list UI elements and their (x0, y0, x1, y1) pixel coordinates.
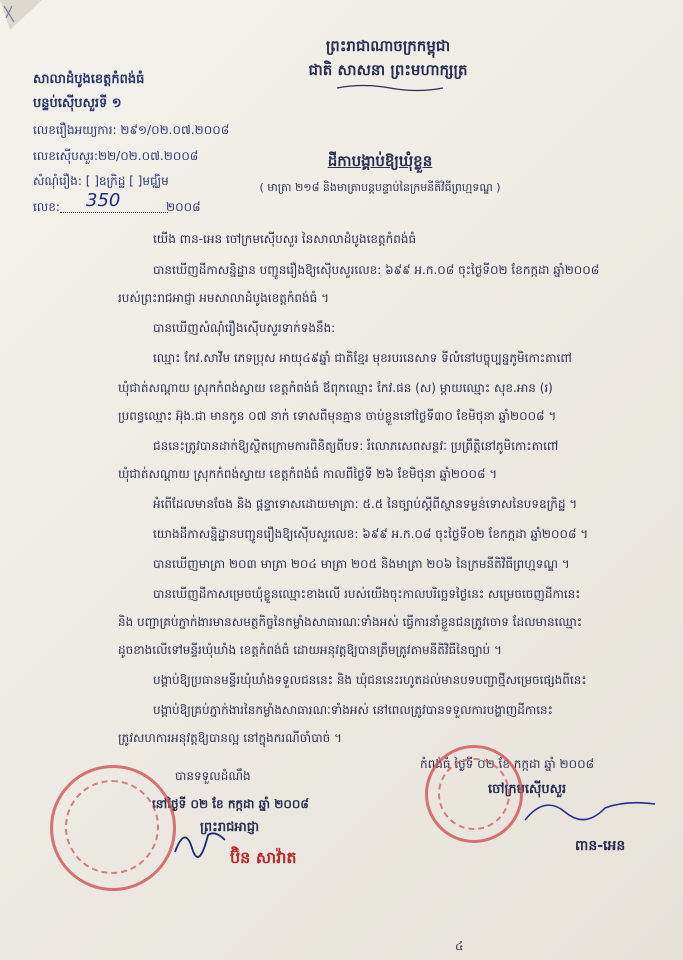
body-line: ត្រូវសហការអនុវត្តឱ្យបានល្អ នៅក្នុងករណីចាំបាច់ ។ (118, 731, 342, 745)
left-prosecutor-stamp (50, 765, 176, 891)
right-signature-date: កំពង់ធំ ថ្ងៃទី ០២ ខែ កក្កដា ឆ្នាំ ២០០៨ (420, 757, 595, 771)
body-line: បង្គាប់ឱ្យប្រធានមន្ទីរឃុំឃាំងទទួលជននេះ និង ឃុំជននេះរហូតដល់មានបទបញ្ជាថ្មីសម្រេចផ្សេងពីនេះ (153, 673, 587, 687)
body-line: ឃុំជាត់សណ្តាយ ស្រុកកំពង់ស្វាយ ខេត្តកំពង់ធំ ឪពុកឈ្មោះ កែវ.ផន (ស) ម្តាយឈ្មោះ សុខ.អាន (រ) (118, 381, 553, 395)
body-line: ប្រពន្ធឈ្មោះ អ៊ុង.ជា មានកូន ០៧ នាក់ ទោសពីមុនគ្មាន ចាប់ខ្លួននៅថ្ងៃទី៣០ ខែមិថុនា ឆ្នាំ២០០៨ ។ (118, 409, 557, 423)
left-received-label: បានទទួលដំណឹង (175, 769, 251, 783)
body-line: ដូចខាងលើទៅមន្ទីរឃុំឃាំង ខេត្តកំពង់ធំ ដោយអនុវត្តឱ្យបានត្រឹមត្រូវតាមនីតិវិធីនៃច្បាប់ ។ (118, 643, 502, 657)
case-number-year: ២០០៨ (166, 200, 201, 214)
page-mark: ៤ (455, 939, 464, 953)
body-line: ឃុំជាត់សណ្តាយ ស្រុកកំពង់ស្វាយ ខេត្តកំពង់ធំ កាលពីថ្ងៃទី ២៦ ខែមិថុនា ឆ្នាំ២០០៨ ។ (118, 467, 498, 481)
left-signer-name: ប៊ិន សាវ៉ាត (230, 848, 297, 867)
office-name: បន្ទប់ស៊ើបសួរទី ១ (33, 96, 122, 111)
prosecution-number: លេខរឿងអយ្យការ: ២៩១/០២.០៧.២០០៨ (33, 123, 230, 137)
left-handwritten-signature (170, 820, 230, 860)
case-number-dotted-line (60, 212, 168, 213)
body-line: បានឃើញដីកាសម្រេចឃុំខ្លួនឈ្មោះខាងលើ របស់យើងចុះកាលបរិច្ឆេទថ្ងៃនេះ សម្រេចចេញដីកានេះ (153, 587, 581, 601)
motto-heading: ជាតិ សាសនា ព្រះមហាក្សត្រ (308, 61, 468, 79)
right-court-stamp (425, 745, 523, 843)
body-line: អំពើដែលមានចែង និង ផ្តន្ទាទោសដោយមាត្រា: ៥.៥ នៃច្បាប់ស្តីពីស្ថានទម្ងន់ទោសនៃបទឧក្រិដ្ឋ ។ (153, 497, 578, 511)
right-signer-name: ពាន-អេន (575, 838, 626, 854)
corner-fold-mark (0, 0, 60, 40)
right-signature-role: ចៅក្រមស៊ើបសួរ (488, 782, 567, 797)
case-number-label: លេខ: (33, 200, 60, 214)
body-line: បានឃើញដីកាសន្និដ្ឋាន បញ្ជូនរឿងឱ្យស៊ើបសួរលេខ: ៦៩៩ អ.ក.០៨ ចុះថ្ងៃទី០២ ខែកក្កដា ឆ្នាំ២០០៨ (153, 263, 600, 277)
body-line: បានឃើញមាត្រា ២០៣ មាត្រា ២០៤ មាត្រា ២០៥ និងមាត្រា ២០៦ នៃក្រមនីតិវិធីព្រហ្មទណ្ឌ ។ (153, 557, 570, 571)
left-signature-role: ព្រះរាជអាជ្ញា (200, 820, 260, 835)
body-line: ជននេះត្រូវបានដាក់ឱ្យស្ថិតក្រោមការពិនិត្យពីបទ: រំលោភសេពសន្ថវៈ ប្រព្រឹត្តិនៅភូមិកោះតាពៅ (153, 439, 559, 453)
case-type: សំណុំរឿង: [ ]ឧក្រិដ្ឋ [ ]មជ្ឈិម (33, 174, 169, 188)
investigation-number: លេខស៊ើបសួរ:២២/០២.០៧.២០០៨ (33, 149, 199, 163)
kingdom-heading: ព្រះរាជាណាចក្រកម្ពុជា (325, 37, 451, 55)
motto-ornament (335, 83, 445, 93)
body-line: របស់ព្រះរាជអាជ្ញា អមសាលាដំបូងខេត្តកំពង់ធំ ។ (118, 291, 330, 305)
left-signature-date: នៅថ្ងៃទី ០២ ខែ កក្កដា ឆ្នាំ ២០០៨ (152, 797, 309, 811)
body-line: យោងដីកាសន្និដ្ឋានបញ្ជូនរឿងឱ្យស៊ើបសួរលេខ: ៦៩៩ អ.ក.០៨ ចុះថ្ងៃទី០២ ខែកក្កដា ឆ្នាំ២០០៨ ។ (153, 527, 589, 541)
document-subtitle: ( មាត្រា ២១៨ និងមាត្រាបន្តបន្ទាប់នៃក្រមនីតិវិធីព្រហ្មទណ្ឌ ) (259, 181, 501, 194)
document-title: ដីកាបង្គាប់ឱ្យឃុំខ្លួន (327, 152, 433, 170)
body-line: យើង ពាន-អេន ចៅក្រមស៊ើបសួរ នៃសាលាដំបូងខេត្តកំពង់ធំ (153, 232, 417, 246)
body-line: បានឃើញសំណុំរឿងស៊ើបសួរទាក់ទងនឹង: (153, 321, 336, 335)
case-number-handwritten: 350 (86, 190, 121, 211)
right-handwritten-signature (520, 790, 660, 830)
body-line: និង បញ្ជាគ្រប់ភ្នាក់ងារមានសមត្ថកិច្ចនៃកម្លាំងសាធារណៈទាំងអស់ ធ្វើការនាំខ្លួនជនត្រូវចោទ ដែលមានឈ្មោះ (118, 615, 583, 629)
body-line: ឈ្មោះ កែវ.សាវីម ភេទប្រុស អាយុ៤៩ឆ្នាំ ជាតិខ្មែរ មុខរបរនេសាទ ទីលំនៅបច្ចុប្បន្នភូមិកោះតាពៅ (153, 351, 572, 365)
body-line: បង្គាប់ឱ្យគ្រប់ភ្នាក់ងារនៃកម្លាំងសាធារណៈទាំងអស់ នៅពេលត្រូវបានទទួលការបង្ហាញដីកានេះ (153, 703, 553, 717)
court-name: សាលាដំបូងខេត្តកំពង់ធំ (33, 72, 145, 87)
